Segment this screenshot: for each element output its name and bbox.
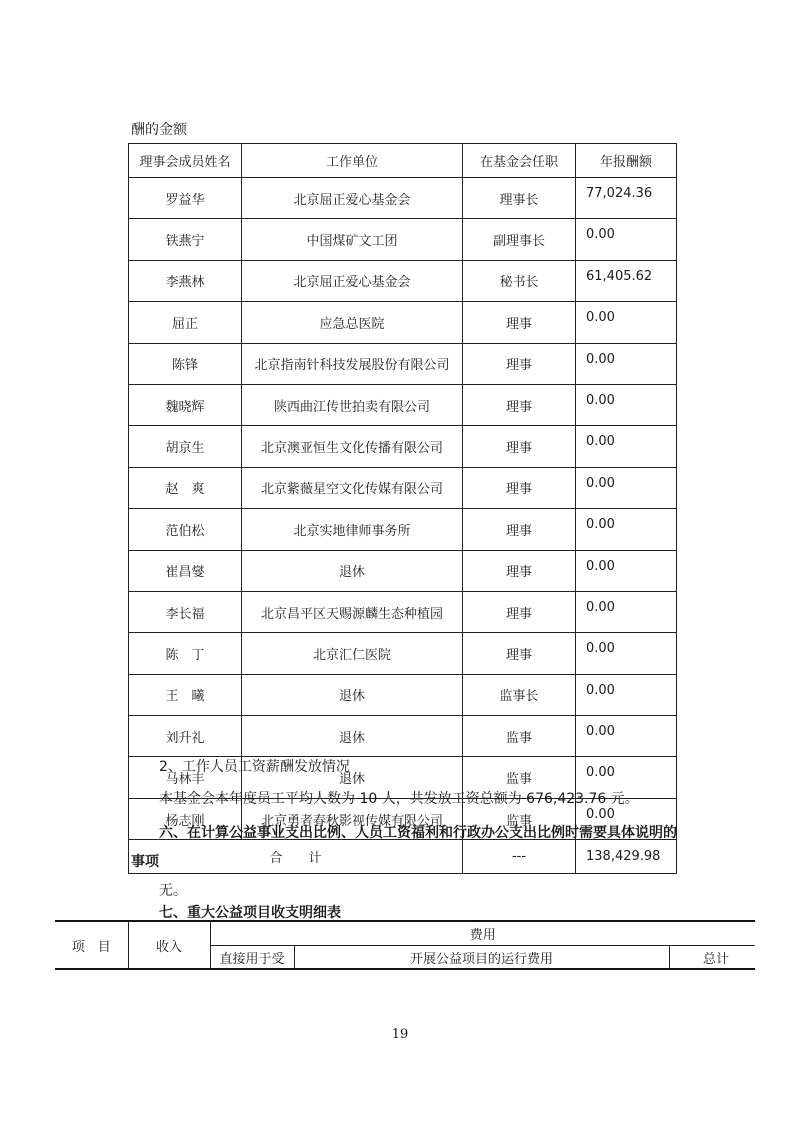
member-name-cell: 魏晓辉 [129,384,242,425]
foundation-role-cell: 监事长 [463,674,576,715]
work-unit-cell: 退休 [242,550,463,591]
foundation-role-cell: 副理事长 [463,219,576,260]
annual-pay-cell: 0.00 [576,384,677,425]
foundation-role-cell: 监事 [463,757,576,798]
annual-pay-cell: 0.00 [576,798,677,839]
table-row [129,426,677,467]
foundation-role-cell: 理事 [463,467,576,508]
member-name-cell: 刘升礼 [129,716,242,757]
foundation-role-cell: 理事 [463,343,576,384]
table-header-row [129,144,677,178]
total-amount: 138,429.98 [576,840,677,873]
work-unit-cell: 北京紫薇星空文化传媒有限公司 [242,467,463,508]
annual-pay-cell: 0.00 [576,302,677,343]
table-row [129,219,677,260]
section-2-text: 本基金会本年度员工平均人数为 10 人，共发放工资总额为 676,423.76 元。 [159,791,639,807]
work-unit-cell: 北京指南针科技发展股份有限公司 [242,343,463,384]
subheader-total: 总计 [669,946,755,970]
work-unit-cell: 退休 [242,674,463,715]
member-name-cell: 陈 丁 [129,633,242,674]
annual-pay-cell: 0.00 [576,467,677,508]
work-unit-cell: 北京汇仁医院 [242,633,463,674]
annual-pay-cell: 0.00 [576,674,677,715]
table-row [129,467,677,508]
annual-pay-cell: 0.00 [576,716,677,757]
foundation-role-cell: 理事 [463,302,576,343]
table-total-row [129,840,677,873]
member-name-cell: 屈正 [129,302,242,343]
header-member-name: 理事会成员姓名 [129,144,242,178]
work-unit-cell: 北京勇者春秋影视传媒有限公司 [242,798,463,839]
total-role: --- [463,840,576,873]
work-unit-cell: 北京屈正爱心基金会 [242,260,463,301]
member-name-cell: 铁燕宁 [129,219,242,260]
foundation-role-cell: 秘书长 [463,260,576,301]
header-project: 项 目 [55,921,128,969]
foundation-role-cell: 理事长 [463,178,576,219]
annual-pay-cell: 0.00 [576,343,677,384]
table-row [129,633,677,674]
foundation-role-cell: 理事 [463,633,576,674]
member-name-cell: 杨志刚 [129,798,242,839]
member-name-cell: 崔昌燮 [129,550,242,591]
annual-pay-cell: 77,024.36 [576,178,677,219]
table-row [129,716,677,757]
annual-pay-cell: 0.00 [576,509,677,550]
work-unit-cell: 中国煤矿文工团 [242,219,463,260]
table-row [129,343,677,384]
foundation-role-cell: 理事 [463,384,576,425]
section-6-heading-line1: 六、在计算公益事业支出比例、人员工资福利和行政办公支出比例时需要具体说明的 [159,825,677,841]
total-label: 合 计 [129,840,463,873]
section-7-heading: 七、重大公益项目收支明细表 [159,905,341,921]
table-row [129,178,677,219]
member-name-cell: 李长福 [129,591,242,632]
foundation-role-cell: 理事 [463,426,576,467]
foundation-role-cell: 理事 [463,550,576,591]
table-row [129,384,677,425]
annual-pay-cell: 0.00 [576,426,677,467]
header-annual-pay: 年报酬额 [576,144,677,178]
table-row [129,260,677,301]
member-name-cell: 李燕林 [129,260,242,301]
header-expense: 费用 [210,921,755,946]
section-2-heading: 2、工作人员工资薪酬发放情况 [159,759,350,775]
table-row [129,591,677,632]
annual-pay-cell: 0.00 [576,219,677,260]
member-name-cell: 马林丰 [129,757,242,798]
table-row [129,550,677,591]
subheader-operating-cost: 开展公益项目的运行费用 [294,946,669,970]
table-row [129,509,677,550]
member-name-cell: 范伯松 [129,509,242,550]
table-row [129,674,677,715]
section-6-heading-line2: 事项 [131,854,159,870]
work-unit-cell: 北京实地律师事务所 [242,509,463,550]
member-name-cell: 王 曦 [129,674,242,715]
member-name-cell: 赵 爽 [129,467,242,508]
work-unit-cell: 陕西曲江传世拍卖有限公司 [242,384,463,425]
annual-pay-cell: 61,405.62 [576,260,677,301]
work-unit-cell: 退休 [242,757,463,798]
foundation-role-cell: 理事 [463,509,576,550]
project-table [55,920,755,970]
work-unit-cell: 退休 [242,716,463,757]
header-foundation-role: 在基金会任职 [463,144,576,178]
header-income: 收入 [128,921,210,969]
annual-pay-cell: 0.00 [576,757,677,798]
work-unit-cell: 北京澳亚恒生文化传播有限公司 [242,426,463,467]
work-unit-cell: 应急总医院 [242,302,463,343]
annual-pay-cell: 0.00 [576,550,677,591]
table-row [129,302,677,343]
foundation-role-cell: 监事 [463,716,576,757]
header-work-unit: 工作单位 [242,144,463,178]
board-table-body [129,178,677,840]
annual-pay-cell: 0.00 [576,633,677,674]
foundation-role-cell: 监事 [463,798,576,839]
member-name-cell: 胡京生 [129,426,242,467]
table-caption: 酬的金额 [131,122,187,138]
section-6-text: 无。 [159,883,187,899]
foundation-role-cell: 理事 [463,591,576,632]
member-name-cell: 罗益华 [129,178,242,219]
subheader-direct: 直接用于受 [210,946,294,970]
work-unit-cell: 北京屈正爱心基金会 [242,178,463,219]
annual-pay-cell: 0.00 [576,591,677,632]
work-unit-cell: 北京昌平区天赐源麟生态种植园 [242,591,463,632]
page-number: 19 [391,1027,409,1042]
member-name-cell: 陈锋 [129,343,242,384]
